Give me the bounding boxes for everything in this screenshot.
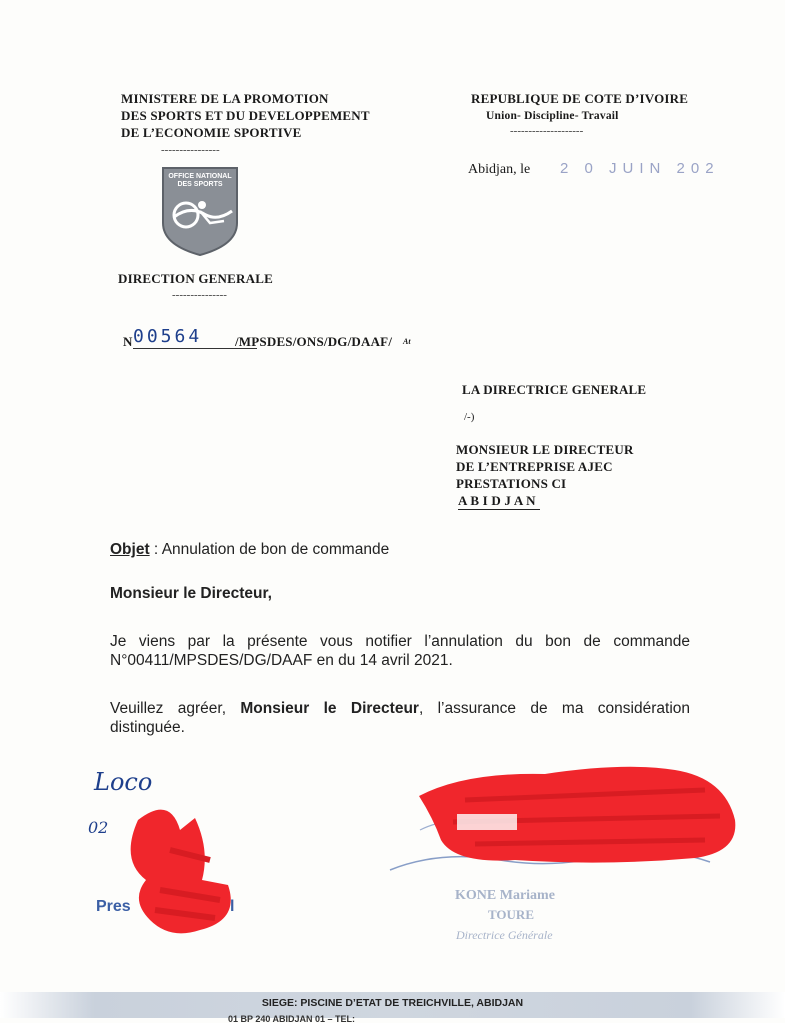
ministry-line-3: DE L’ECONOMIE SPORTIVE — [121, 125, 302, 140]
handwritten-note: Loco — [94, 768, 153, 796]
signer-title: Directrice Générale — [456, 928, 553, 942]
paragraph-1 — [110, 632, 690, 670]
paragraph-1-line-2: N°00411/MPSDES/DG/DAAF en du 14 avril 2021. — [110, 652, 453, 669]
logo-text-2: DES SPORTS — [177, 181, 223, 188]
paragraph-1-line-1: Je viens par la présente vous notifier l’annulation du bon de commande — [110, 633, 690, 650]
ministry-line-1: MINISTERE DE LA PROMOTION — [121, 91, 329, 106]
salutation: Monsieur le Directeur, — [110, 585, 272, 602]
shield-logo-icon — [160, 165, 240, 257]
ministry-block — [121, 90, 370, 141]
redaction-left — [110, 790, 250, 940]
footer-siege: SIEGE: PISCINE D’ETAT DE TREICHVILLE, ABIDJAN — [261, 997, 524, 1009]
redaction-right — [405, 760, 745, 870]
ref-prefix: N — [123, 334, 133, 349]
ref-suffix: /MPSDES/ONS/DG/DAAF/ — [235, 334, 393, 349]
object-text: : Annulation de bon de commande — [149, 541, 390, 558]
signer-name: KONE Mariame — [455, 888, 555, 903]
sender-title: LA DIRECTRICE GENERALE — [462, 382, 647, 397]
ref-tail: At — [403, 337, 411, 346]
motto: Union- Discipline- Travail — [486, 110, 619, 122]
footer-bp: 01 BP 240 ABIDJAN 01 – TEL: — [228, 1014, 356, 1023]
closing-line-2: distinguée. — [110, 719, 185, 736]
pres-text-left: Pres — [96, 898, 131, 915]
separator-right: -------------------- — [510, 125, 584, 137]
republic-title: REPUBLIQUE DE COTE D’IVOIRE — [471, 91, 689, 106]
closing-end: , l’assurance de ma considération — [418, 700, 691, 717]
date-prefix: Abidjan, le — [468, 162, 531, 177]
recipient-block — [456, 441, 634, 510]
reference-number — [123, 326, 423, 352]
closing-start: Veuillez agréer, — [110, 700, 241, 717]
ministry-line-2: DES SPORTS ET DU DEVELOPPEMENT — [121, 108, 370, 123]
ref-handwritten: 00564 — [133, 326, 203, 347]
logo-text-1: OFFICE NATIONAL — [168, 173, 232, 180]
signer-name-2: TOURE — [488, 907, 534, 922]
separator-left: ---------------- — [161, 144, 220, 156]
closing-paragraph — [110, 699, 690, 737]
direction-generale: DIRECTION GENERALE — [118, 271, 273, 286]
pres-text-right: l — [230, 898, 235, 915]
recipient-city: A B I D J A N — [458, 492, 540, 510]
closing-line-1 — [110, 699, 690, 718]
recipient-line-1: MONSIEUR LE DIRECTEUR — [456, 442, 634, 457]
separator-direction: --------------- — [172, 289, 227, 301]
sender-arrow: /-) — [464, 411, 475, 423]
object-line — [110, 540, 389, 559]
closing-bold: Monsieur le Directeur — [240, 700, 419, 717]
ons-logo — [160, 165, 240, 257]
handwritten-number: 02 — [88, 818, 109, 837]
date-stamp: 2 0 JUIN 202 — [560, 160, 720, 177]
object-label: Objet — [110, 541, 150, 558]
recipient-line-3: PRESTATIONS CI — [456, 476, 567, 491]
recipient-line-2: DE L’ENTREPRISE AJEC — [456, 459, 613, 474]
